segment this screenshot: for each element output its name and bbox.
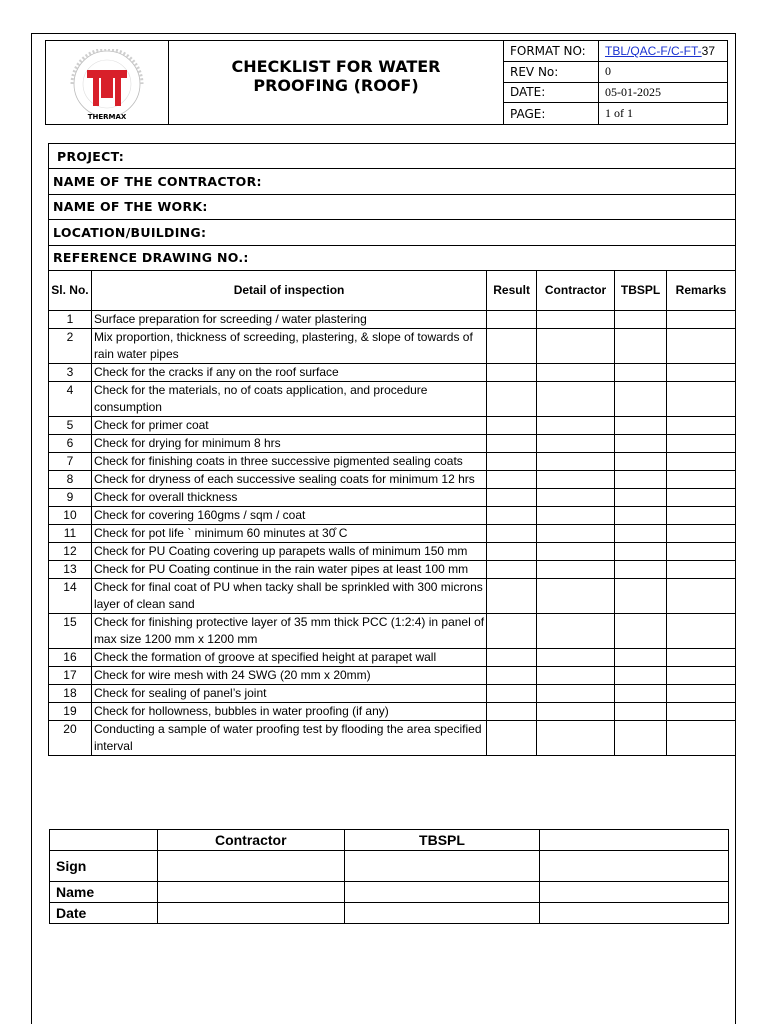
sl-no-cell: 12 xyxy=(49,543,92,561)
sl-no-cell: 17 xyxy=(49,667,92,685)
tbspl-cell[interactable] xyxy=(615,614,667,649)
location-row: LOCATION/BUILDING: xyxy=(49,220,735,245)
table-row xyxy=(49,579,736,614)
contractor-cell[interactable] xyxy=(537,507,615,525)
document-header xyxy=(45,40,728,125)
table-row xyxy=(49,364,736,382)
remarks-cell[interactable] xyxy=(667,649,736,667)
detail-cell: Check for dryness of each successive sealing coats for minimum 12 hrs xyxy=(91,471,486,489)
result-cell[interactable] xyxy=(487,435,537,453)
signoff-cell[interactable] xyxy=(540,882,729,903)
detail-cell: Check for overall thickness xyxy=(91,489,486,507)
table-row xyxy=(49,614,736,649)
signoff-cell[interactable] xyxy=(344,903,540,924)
result-cell[interactable] xyxy=(487,543,537,561)
detail-cell: Check for PU Coating covering up parapets walls of minimum 150 mm xyxy=(91,543,486,561)
contractor-cell[interactable] xyxy=(537,382,615,417)
logo-cell xyxy=(46,41,169,124)
sl-no-cell: 13 xyxy=(49,561,92,579)
work-name-row: NAME OF THE WORK: xyxy=(49,195,735,220)
detail-cell: Check for sealing of panel’s joint xyxy=(91,685,486,703)
detail-cell: Check the formation of groove at specified height at parapet wall xyxy=(91,649,486,667)
table-row xyxy=(49,703,736,721)
contractor-cell[interactable] xyxy=(537,685,615,703)
rev-no-label: REV No: xyxy=(504,62,599,83)
result-cell[interactable] xyxy=(487,453,537,471)
contractor-cell[interactable] xyxy=(537,471,615,489)
detail-cell: Check for primer coat xyxy=(91,417,486,435)
table-row xyxy=(49,329,736,364)
contractor-cell[interactable] xyxy=(537,703,615,721)
remarks-cell[interactable] xyxy=(667,525,736,543)
contractor-cell[interactable] xyxy=(537,649,615,667)
tbspl-cell[interactable] xyxy=(615,703,667,721)
detail-cell: Check for finishing protective layer of 35 mm thick PCC (1:2:4) in panel of max size 1200 mm x 1200 mm xyxy=(91,614,486,649)
result-cell[interactable] xyxy=(487,471,537,489)
tbspl-cell[interactable] xyxy=(615,453,667,471)
contractor-cell[interactable] xyxy=(537,311,615,329)
contractor-cell[interactable] xyxy=(537,364,615,382)
signoff-table xyxy=(49,829,729,924)
table-row xyxy=(49,543,736,561)
date-value: 05-01-2025 xyxy=(599,83,727,104)
table-row xyxy=(49,417,736,435)
col-contractor: Contractor xyxy=(537,271,615,311)
tbspl-cell[interactable] xyxy=(615,543,667,561)
detail-cell: Check for the cracks if any on the roof surface xyxy=(91,364,486,382)
tbspl-cell[interactable] xyxy=(615,489,667,507)
signoff-cell[interactable] xyxy=(540,903,729,924)
tbspl-cell[interactable] xyxy=(615,721,667,756)
result-cell[interactable] xyxy=(487,382,537,417)
contractor-cell[interactable] xyxy=(537,561,615,579)
result-cell[interactable] xyxy=(487,685,537,703)
sl-no-cell: 15 xyxy=(49,614,92,649)
remarks-cell[interactable] xyxy=(667,417,736,435)
detail-cell: Check for drying for minimum 8 hrs xyxy=(91,435,486,453)
signoff-sign-row xyxy=(50,851,729,882)
sl-no-cell: 9 xyxy=(49,489,92,507)
signoff-label: Sign xyxy=(50,851,158,882)
result-cell[interactable] xyxy=(487,329,537,364)
signoff-cell[interactable] xyxy=(344,851,540,882)
col-sl-no: Sl. No. xyxy=(49,271,92,311)
remarks-cell[interactable] xyxy=(667,579,736,614)
result-cell[interactable] xyxy=(487,311,537,329)
format-no-link[interactable]: TBL/QAC-F/C-FT- xyxy=(605,43,702,58)
rev-no-value: 0 xyxy=(599,62,727,83)
signoff-label: Date xyxy=(50,903,158,924)
signoff-cell[interactable] xyxy=(157,903,344,924)
contractor-cell[interactable] xyxy=(537,614,615,649)
result-cell[interactable] xyxy=(487,489,537,507)
detail-cell: Surface preparation for screeding / water plastering xyxy=(91,311,486,329)
signoff-col-blank xyxy=(50,830,158,851)
sl-no-cell: 8 xyxy=(49,471,92,489)
result-cell[interactable] xyxy=(487,525,537,543)
sl-no-cell: 19 xyxy=(49,703,92,721)
signoff-cell[interactable] xyxy=(157,882,344,903)
table-row xyxy=(49,471,736,489)
contractor-cell[interactable] xyxy=(537,435,615,453)
sl-no-cell: 1 xyxy=(49,311,92,329)
sl-no-cell: 11 xyxy=(49,525,92,543)
format-meta xyxy=(504,41,727,124)
tbspl-cell[interactable] xyxy=(615,364,667,382)
tbspl-cell[interactable] xyxy=(615,579,667,614)
tbspl-cell[interactable] xyxy=(615,667,667,685)
result-cell[interactable] xyxy=(487,667,537,685)
result-cell[interactable] xyxy=(487,561,537,579)
contractor-cell[interactable] xyxy=(537,453,615,471)
contractor-cell[interactable] xyxy=(537,543,615,561)
contractor-cell[interactable] xyxy=(537,525,615,543)
tbspl-cell[interactable] xyxy=(615,507,667,525)
signoff-date-row xyxy=(50,903,729,924)
sl-no-cell: 4 xyxy=(49,382,92,417)
col-detail: Detail of inspection xyxy=(91,271,486,311)
result-cell[interactable] xyxy=(487,364,537,382)
result-cell[interactable] xyxy=(487,579,537,614)
page-label: PAGE: xyxy=(504,103,599,124)
remarks-cell[interactable] xyxy=(667,453,736,471)
table-row xyxy=(49,649,736,667)
detail-cell: Check for finishing coats in three successive pigmented sealing coats xyxy=(91,453,486,471)
table-row xyxy=(49,667,736,685)
remarks-cell[interactable] xyxy=(667,667,736,685)
tbspl-cell[interactable] xyxy=(615,685,667,703)
signoff-name-row xyxy=(50,882,729,903)
detail-cell: Conducting a sample of water proofing test by flooding the area specified interval xyxy=(91,721,486,756)
result-cell[interactable] xyxy=(487,721,537,756)
result-cell[interactable] xyxy=(487,417,537,435)
detail-cell: Check for pot life ` minimum 60 minutes at 30̊ C xyxy=(91,525,486,543)
remarks-cell[interactable] xyxy=(667,561,736,579)
contractor-cell[interactable] xyxy=(537,667,615,685)
detail-cell: Check for PU Coating continue in the rain water pipes at least 100 mm xyxy=(91,561,486,579)
detail-cell: Check for covering 160gms / sqm / coat xyxy=(91,507,486,525)
detail-cell: Check for final coat of PU when tacky shall be sprinkled with 300 microns layer of clean sand xyxy=(91,579,486,614)
table-row xyxy=(49,311,736,329)
contractor-cell[interactable] xyxy=(537,417,615,435)
col-tbspl: TBSPL xyxy=(615,271,667,311)
sl-no-cell: 5 xyxy=(49,417,92,435)
sl-no-cell: 16 xyxy=(49,649,92,667)
remarks-cell[interactable] xyxy=(667,703,736,721)
table-row xyxy=(49,685,736,703)
table-row xyxy=(49,435,736,453)
sl-no-cell: 20 xyxy=(49,721,92,756)
tbspl-cell[interactable] xyxy=(615,435,667,453)
signoff-cell[interactable] xyxy=(540,851,729,882)
sl-no-cell: 7 xyxy=(49,453,92,471)
remarks-cell[interactable] xyxy=(667,311,736,329)
signoff-label: Name xyxy=(50,882,158,903)
format-no-suffix: 37 xyxy=(701,43,716,58)
table-row xyxy=(49,561,736,579)
logo-text: THERMAX xyxy=(87,113,127,121)
remarks-cell[interactable] xyxy=(667,721,736,756)
table-row xyxy=(49,489,736,507)
table-header-row xyxy=(49,271,736,311)
detail-cell: Mix proportion, thickness of screeding, plastering, & slope of towards of rain water pipes xyxy=(91,329,486,364)
detail-cell: Check for hollowness, bubbles in water proofing (if any) xyxy=(91,703,486,721)
remarks-cell[interactable] xyxy=(667,329,736,364)
sl-no-cell: 3 xyxy=(49,364,92,382)
tbspl-cell[interactable] xyxy=(615,311,667,329)
result-cell[interactable] xyxy=(487,703,537,721)
signoff-header-row xyxy=(50,830,729,851)
signoff-cell[interactable] xyxy=(344,882,540,903)
table-row xyxy=(49,453,736,471)
tbspl-cell[interactable] xyxy=(615,417,667,435)
sl-no-cell: 2 xyxy=(49,329,92,364)
result-cell[interactable] xyxy=(487,614,537,649)
remarks-cell[interactable] xyxy=(667,507,736,525)
project-info xyxy=(48,143,736,271)
tbspl-cell[interactable] xyxy=(615,471,667,489)
detail-cell: Check for the materials, no of coats application, and procedure consumption xyxy=(91,382,486,417)
contractor-cell[interactable] xyxy=(537,721,615,756)
detail-cell: Check for wire mesh with 24 SWG (20 mm x 20mm) xyxy=(91,667,486,685)
project-row: PROJECT: xyxy=(49,144,735,169)
tbspl-cell[interactable] xyxy=(615,382,667,417)
remarks-cell[interactable] xyxy=(667,489,736,507)
result-cell[interactable] xyxy=(487,507,537,525)
table-row xyxy=(49,525,736,543)
checklist-body xyxy=(49,311,736,756)
table-row xyxy=(49,507,736,525)
tbspl-cell[interactable] xyxy=(615,649,667,667)
remarks-cell[interactable] xyxy=(667,543,736,561)
contractor-cell[interactable] xyxy=(537,579,615,614)
remarks-cell[interactable] xyxy=(667,364,736,382)
contractor-cell[interactable] xyxy=(537,329,615,364)
contractor-name-row: NAME OF THE CONTRACTOR: xyxy=(49,169,735,194)
format-no-value xyxy=(599,41,727,62)
page-value: 1 of 1 xyxy=(605,106,633,121)
thermax-logo-icon xyxy=(60,49,154,123)
signoff-cell[interactable] xyxy=(157,851,344,882)
sl-no-cell: 18 xyxy=(49,685,92,703)
table-row xyxy=(49,721,736,756)
signoff-col-tbspl: TBSPL xyxy=(344,830,540,851)
remarks-cell[interactable] xyxy=(667,471,736,489)
table-row xyxy=(49,382,736,417)
contractor-cell[interactable] xyxy=(537,489,615,507)
signoff-col-contractor: Contractor xyxy=(157,830,344,851)
remarks-cell[interactable] xyxy=(667,685,736,703)
signoff-col-extra xyxy=(540,830,729,851)
col-remarks: Remarks xyxy=(667,271,736,311)
date-label: DATE: xyxy=(504,83,599,104)
col-result: Result xyxy=(487,271,537,311)
reference-drawing-row: REFERENCE DRAWING NO.: xyxy=(49,246,735,271)
remarks-cell[interactable] xyxy=(667,435,736,453)
sl-no-cell: 10 xyxy=(49,507,92,525)
tbspl-cell[interactable] xyxy=(615,525,667,543)
tbspl-cell[interactable] xyxy=(615,329,667,364)
inspection-checklist-table xyxy=(48,270,736,756)
sl-no-cell: 6 xyxy=(49,435,92,453)
title-cell xyxy=(169,41,504,124)
document-title: CHECKLIST FOR WATER PROOFING (ROOF) xyxy=(231,56,441,95)
remarks-cell[interactable] xyxy=(667,614,736,649)
result-cell[interactable] xyxy=(487,649,537,667)
tbspl-cell[interactable] xyxy=(615,561,667,579)
format-no-label: FORMAT NO: xyxy=(504,41,599,62)
sl-no-cell: 14 xyxy=(49,579,92,614)
remarks-cell[interactable] xyxy=(667,382,736,417)
